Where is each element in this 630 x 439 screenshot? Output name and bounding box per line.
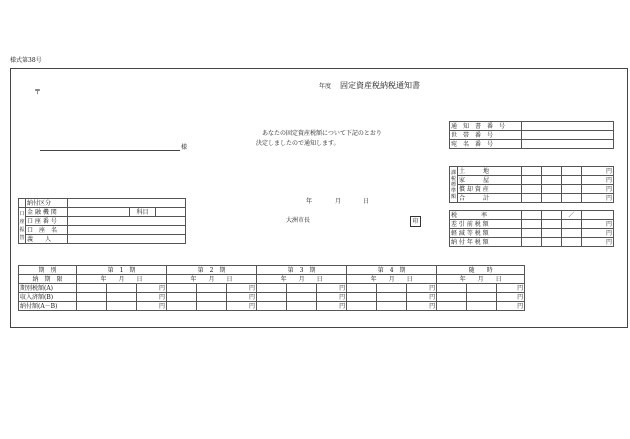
- table-cell: 年 月 日: [257, 275, 347, 284]
- table-row: [450, 176, 614, 185]
- table-row: [19, 235, 186, 244]
- table-cell: [107, 293, 137, 302]
- text: 替: [19, 234, 25, 241]
- table-cell: 円: [137, 302, 167, 311]
- bank-table: [18, 198, 186, 244]
- table-cell: 科目: [130, 208, 156, 217]
- table-cell: [542, 238, 562, 247]
- table-cell: [347, 284, 377, 293]
- id-table: [449, 121, 614, 149]
- table-row: [19, 208, 186, 217]
- table-cell: 円: [582, 229, 614, 238]
- table-row: [19, 275, 525, 284]
- table-cell: 円: [407, 302, 437, 311]
- text: 座: [19, 218, 25, 225]
- table-row: [450, 167, 614, 176]
- table-cell: [542, 229, 562, 238]
- table-cell: [287, 284, 317, 293]
- id-value: [522, 140, 614, 149]
- table-row: [450, 185, 614, 194]
- tax-table: [449, 210, 614, 247]
- issuer: 大洲市長: [286, 217, 311, 224]
- id-label: 宛 名 番 号: [450, 140, 522, 149]
- table-row: [450, 211, 614, 220]
- table-cell: 円: [582, 194, 614, 203]
- table-cell: 円: [497, 293, 525, 302]
- table-row: [450, 194, 614, 203]
- table-cell: 円: [407, 284, 437, 293]
- text: 口: [19, 210, 25, 217]
- page-title: 固定資産税納税通知書: [340, 81, 420, 90]
- table-cell: [167, 284, 197, 293]
- table-cell: 円: [317, 284, 347, 293]
- table-cell: 金 融 機 関: [26, 208, 68, 217]
- table-cell: 円: [582, 167, 614, 176]
- table-cell: 軽 減 等 税 額: [450, 229, 522, 238]
- text: 額: [450, 193, 456, 200]
- table-row: [19, 284, 525, 293]
- table-cell: 円: [317, 302, 347, 311]
- table-cell: [467, 284, 497, 293]
- table-cell: [522, 229, 542, 238]
- schedule-table: [18, 265, 525, 311]
- table-cell: [522, 167, 542, 176]
- table-cell: [542, 220, 562, 229]
- table-cell: [68, 226, 186, 235]
- table-cell: ／: [562, 211, 582, 220]
- table-row: [19, 293, 525, 302]
- title-prefix: 年度: [319, 83, 332, 90]
- table-cell: [77, 302, 107, 311]
- table-cell: 円: [497, 302, 525, 311]
- date-day: 日: [363, 198, 370, 205]
- text: 振: [19, 226, 25, 233]
- table-cell: [347, 293, 377, 302]
- table-cell: [197, 302, 227, 311]
- table-cell: [437, 284, 467, 293]
- text: 準: [450, 187, 456, 194]
- recipient-line: [40, 150, 180, 151]
- notice-line-2: 決定しましたので通知します。: [256, 140, 340, 147]
- seal: 印: [410, 216, 421, 227]
- table-cell: [562, 194, 582, 203]
- table-cell: [377, 302, 407, 311]
- table-cell: 円: [582, 220, 614, 229]
- table-cell: [347, 302, 377, 311]
- form-number: 様式第38号: [10, 57, 42, 64]
- text: 課: [450, 169, 456, 176]
- table-cell: 円: [317, 293, 347, 302]
- table-cell: [19, 199, 26, 208]
- table-cell: 円: [227, 284, 257, 293]
- date-year: 年: [306, 198, 313, 205]
- table-cell: 収入済額(B): [19, 293, 77, 302]
- table-cell: [437, 293, 467, 302]
- table-cell: 随 時: [437, 266, 525, 275]
- table-cell: [377, 284, 407, 293]
- notice-line-1: あなたの固定資産税額について下記のとおり: [262, 130, 382, 137]
- table-cell: 納 付 年 税 額: [450, 238, 522, 247]
- table-cell: 第 4 期: [347, 266, 437, 275]
- table-cell: [562, 176, 582, 185]
- table-cell: [522, 220, 542, 229]
- table-cell: 義 人: [26, 235, 68, 244]
- table-cell: 納付額(A－B): [19, 302, 77, 311]
- table-cell: [542, 176, 562, 185]
- table-cell: [107, 302, 137, 311]
- table-cell: [467, 293, 497, 302]
- id-label: 通 知 書 番 号: [450, 122, 522, 131]
- table-cell: [562, 220, 582, 229]
- table-cell: 口 座 番 号: [26, 217, 68, 226]
- table-cell: [107, 284, 137, 293]
- table-row: [19, 217, 186, 226]
- table-row: [450, 140, 614, 149]
- table-cell: [377, 293, 407, 302]
- table-row: [19, 199, 186, 208]
- table-row: [19, 226, 186, 235]
- table-row: [450, 131, 614, 140]
- table-cell: [156, 208, 186, 217]
- table-cell: [77, 293, 107, 302]
- table-cell: 税 率: [450, 211, 522, 220]
- table-cell: [562, 167, 582, 176]
- table-cell: [68, 235, 186, 244]
- assessment-label: 合 計: [458, 194, 522, 203]
- bank-side-label: [19, 208, 26, 244]
- bank-category-label: 納付区分: [26, 199, 68, 208]
- assessment-label: 家 屋: [458, 176, 522, 185]
- table-cell: 年 月 日: [347, 275, 437, 284]
- table-cell: [522, 238, 542, 247]
- table-cell: [522, 185, 542, 194]
- assessment-label: 土 地: [458, 167, 522, 176]
- table-cell: 期別税額(A): [19, 284, 77, 293]
- id-value: [522, 122, 614, 131]
- table-cell: [68, 208, 130, 217]
- table-cell: 第 3 期: [257, 266, 347, 275]
- table-cell: [542, 167, 562, 176]
- table-cell: 第 1 期: [77, 266, 167, 275]
- table-cell: [287, 293, 317, 302]
- table-cell: 口 座 名: [26, 226, 68, 235]
- text: 標: [450, 181, 456, 188]
- table-row: [19, 302, 525, 311]
- table-cell: [167, 302, 197, 311]
- table-cell: 円: [407, 293, 437, 302]
- table-cell: [562, 229, 582, 238]
- table-row: [19, 266, 525, 275]
- table-cell: [542, 185, 562, 194]
- table-row: [450, 229, 614, 238]
- table-cell: 第 2 期: [167, 266, 257, 275]
- table-cell: [167, 293, 197, 302]
- table-row: [450, 238, 614, 247]
- table-cell: [437, 302, 467, 311]
- table-cell: 円: [497, 284, 525, 293]
- table-cell: 円: [227, 302, 257, 311]
- table-cell: 納 期 限: [19, 275, 77, 284]
- assessment-side-label: [450, 167, 458, 203]
- table-cell: [582, 211, 614, 220]
- table-cell: [257, 284, 287, 293]
- table-cell: [542, 211, 562, 220]
- postal-mark: 〒: [34, 88, 41, 96]
- table-cell: [522, 194, 542, 203]
- table-cell: [197, 284, 227, 293]
- table-cell: 円: [137, 284, 167, 293]
- table-cell: [77, 284, 107, 293]
- table-cell: [257, 302, 287, 311]
- table-cell: [197, 293, 227, 302]
- table-cell: [562, 238, 582, 247]
- table-cell: 年 月 日: [167, 275, 257, 284]
- table-cell: 円: [582, 238, 614, 247]
- recipient-suffix: 様: [181, 144, 188, 151]
- table-cell: [542, 194, 562, 203]
- assessment-table: [449, 166, 614, 203]
- table-cell: [522, 211, 542, 220]
- table-cell: 円: [227, 293, 257, 302]
- table-cell: 円: [582, 176, 614, 185]
- table-cell: [257, 293, 287, 302]
- id-value: [522, 131, 614, 140]
- table-row: [450, 122, 614, 131]
- text: 税: [450, 175, 456, 182]
- table-cell: 円: [137, 293, 167, 302]
- table-cell: 差 引 前 税 額: [450, 220, 522, 229]
- table-cell: 期 別: [19, 266, 77, 275]
- table-cell: [68, 217, 186, 226]
- id-label: 世 帯 番 号: [450, 131, 522, 140]
- assessment-label: 償 却 資 産: [458, 185, 522, 194]
- table-cell: 年 月 日: [77, 275, 167, 284]
- table-cell: 年 月 日: [437, 275, 525, 284]
- date-month: 月: [335, 198, 342, 205]
- table-cell: [467, 302, 497, 311]
- table-cell: [562, 185, 582, 194]
- table-cell: [68, 199, 186, 208]
- table-row: [450, 220, 614, 229]
- table-cell: [522, 176, 542, 185]
- table-cell: [287, 302, 317, 311]
- table-cell: 円: [582, 185, 614, 194]
